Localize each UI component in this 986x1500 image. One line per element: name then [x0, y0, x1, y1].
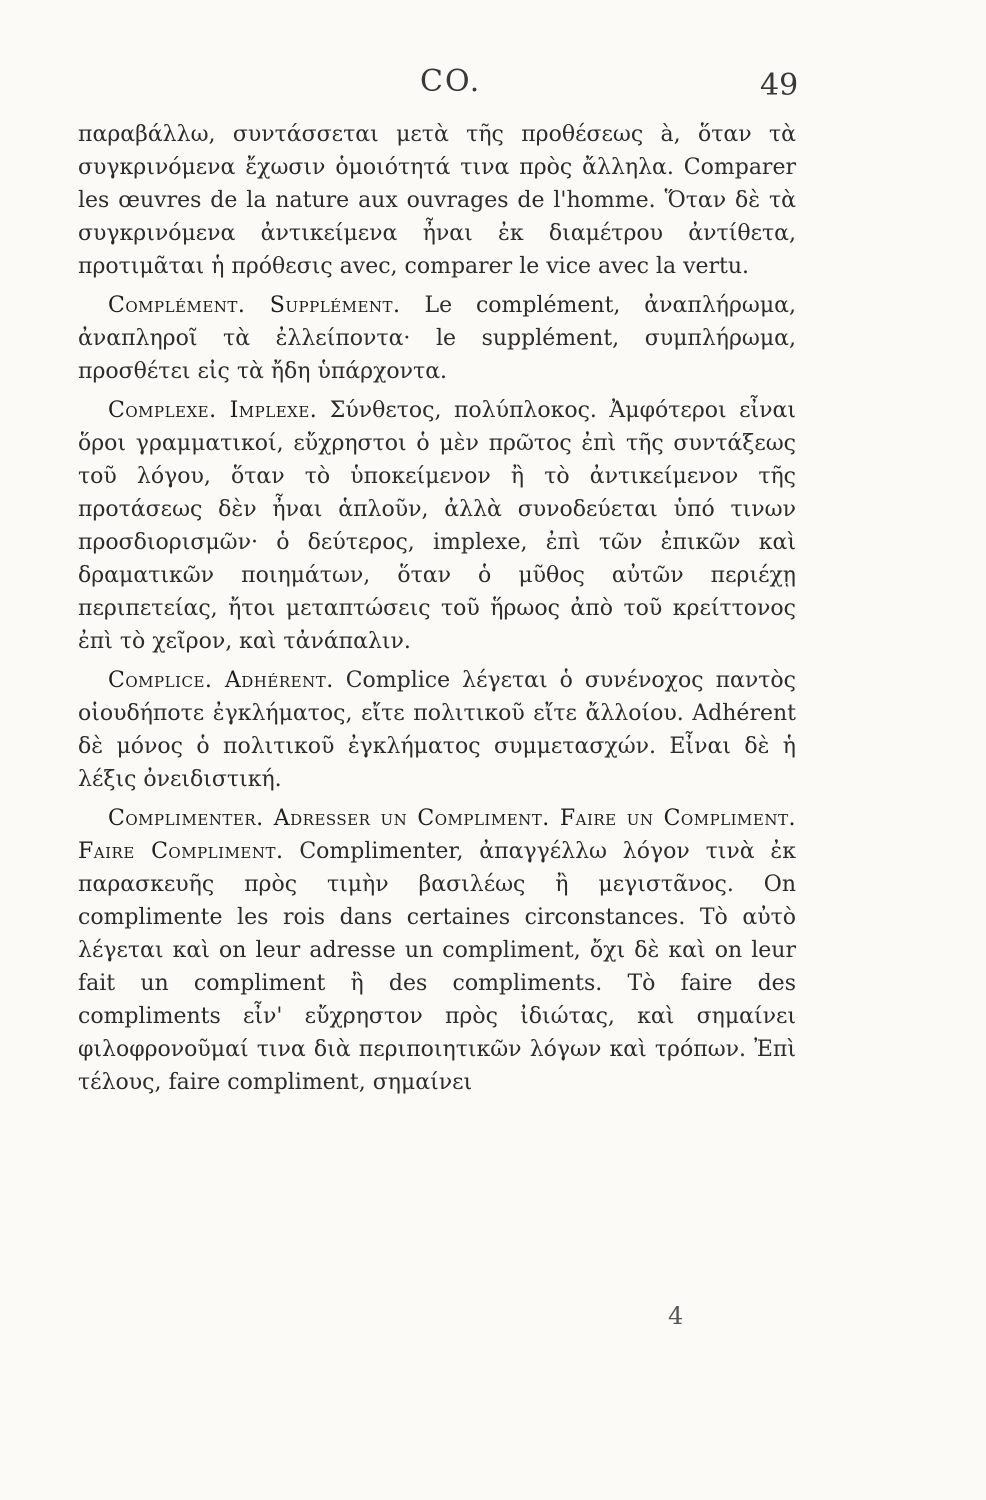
running-head-title: CO.: [420, 64, 482, 99]
entry-text: Σύνθετος, πολύπλοκος. Ἀμφότεροι εἶναι ὅροι γραμματικοί, εὔχρηστοι ὁ μὲν πρῶτος ἐπὶ τῆς συντάξεως τοῦ λόγου, ὅταν τὸ ὑποκείμενον ἢ τὸ ἀντικείμενον τῆς προτάσεως δὲν ἦναι ἁπλοῦν, ἀλλὰ συνοδεύεται ὑπό τινων προσδιορισμῶν· ὁ δεύτερος, implexe, ἐπὶ τῶν ἐπικῶν καὶ δραματικῶν ποιημάτων, ὅταν ὁ μῦθος αὐτῶν περιέχῃ περιπετείας, ἤτοι μεταπτώσεις τοῦ ἥρωος ἀπὸ τοῦ κρείττονος ἐπὶ τὸ χεῖρον, καὶ τἀνάπαλιν.: [78, 398, 796, 654]
running-head: [0, 64, 986, 108]
entry-complimenter: [78, 802, 796, 1099]
entry-headword: Complice. Adhérent.: [108, 668, 334, 693]
entry-complement: [78, 289, 796, 388]
signature-mark: 4: [668, 1302, 684, 1330]
entry-headword: Complexe. Implexe.: [108, 398, 318, 423]
dictionary-entries: [78, 118, 796, 1105]
entry-text: Complimenter, ἀπαγγέλλω λόγον τινὰ ἐκ παρασκευῆς πρὸς τιμὴν βασιλέως ἢ μεγιστᾶνος. On complimente les rois dans certaines circonstances. Τὸ αὐτὸ λέγεται καὶ on leur adresse un compliment, ὄχι δὲ καὶ on leur fait un compliment ἢ des compliments. Τὸ faire des compliments εἶν' εὔχρηστον πρὸς ἰδιώτας, καὶ σημαίνει φιλοφρονοῦμαί τινα διὰ περιποιητικῶν λόγων καὶ τρόπων. Ἐπὶ τέλους, faire compliment, σημαίνει: [78, 839, 796, 1095]
entry-text: Le complément, ἀναπλήρωμα, ἀναπληροῖ τὰ ἐλλείποντα· le supplément, συμπλήρωμα, προσθέτει εἰς τὰ ἤδη ὑπάρχοντα.: [78, 293, 796, 384]
entry-continuation: [78, 118, 796, 283]
entry-complice: [78, 664, 796, 796]
entry-complexe: [78, 394, 796, 658]
entry-text: παραβάλλω, συντάσσεται μετὰ τῆς προθέσεως à, ὅταν τὰ συγκρινόμενα ἔχωσιν ὁμοιότητά τινα πρὸς ἄλληλα. Comparer les œuvres de la nature aux ouvrages de l'homme. Ὅταν δὲ τὰ συγκρινόμενα ἀντικείμενα ἦναι ἐκ διαμέτρου ἀντίθετα, προτιμᾶται ἡ πρόθεσις avec, comparer le vice avec la vertu.: [78, 122, 796, 279]
entry-headword: Complimenter. Adresser un Compliment. Faire un Compliment. Faire Compliment.: [78, 806, 796, 864]
page-number: 49: [760, 68, 799, 103]
entry-text: Complice λέγεται ὁ συνένοχος παντὸς οἱουδήποτε ἐγκλήματος, εἴτε πολιτικοῦ εἴτε ἄλλοίου. Adhérent δὲ μόνος ὁ πολιτικοῦ ἐγκλήματος συμμετασχών. Εἶναι δὲ ἡ λέξις ὀνειδιστική.: [78, 668, 796, 792]
entry-headword: Complément. Supplément.: [108, 293, 401, 318]
